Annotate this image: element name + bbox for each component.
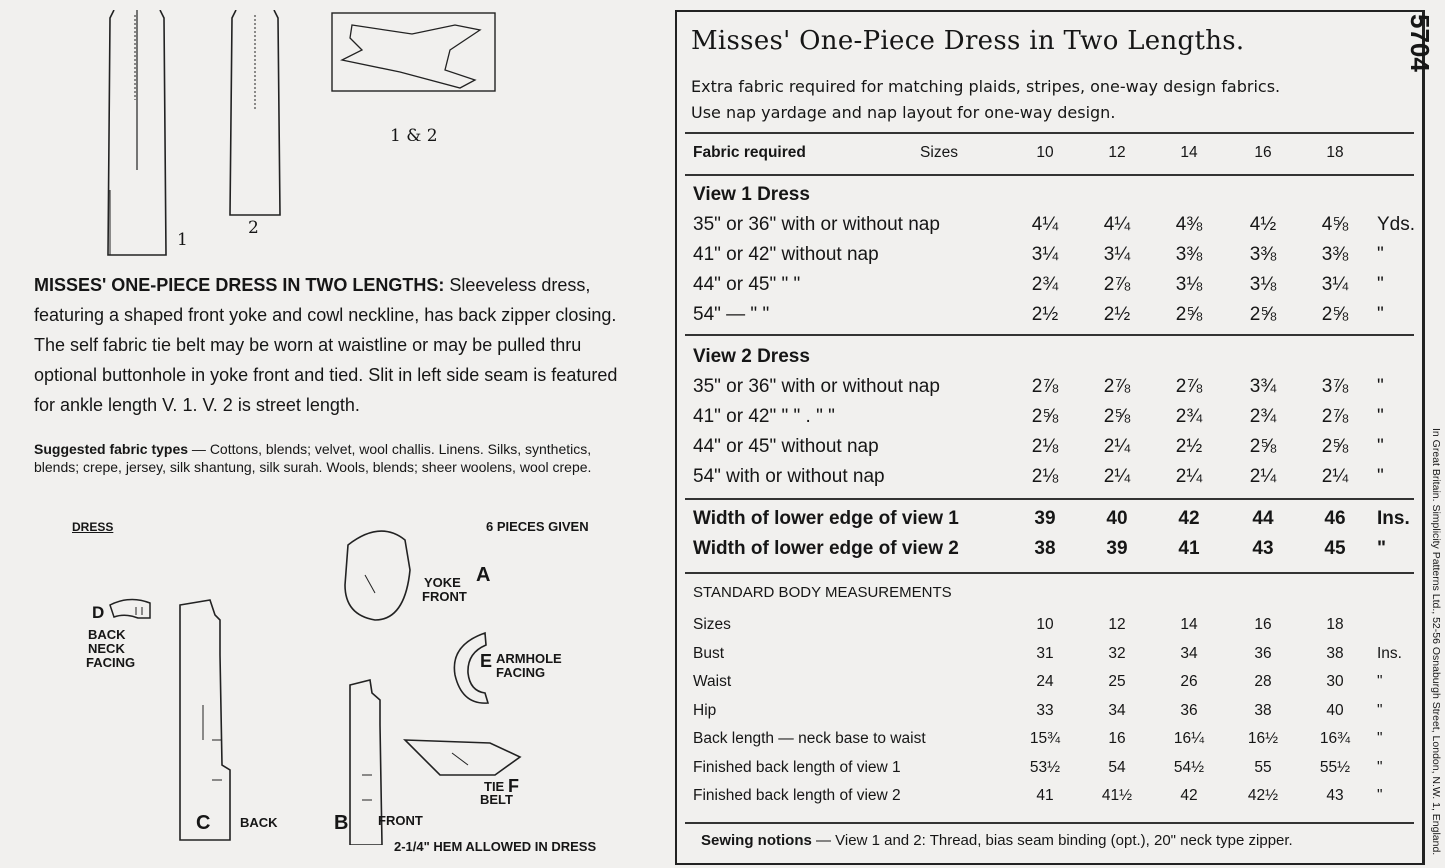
unit-label: " <box>1377 538 1387 559</box>
cell-value: 26 <box>1180 673 1198 690</box>
unit-label: " <box>1377 787 1383 804</box>
left-panel <box>0 0 670 868</box>
fabric-requirements-panel <box>675 10 1425 865</box>
cell-value: 16 <box>1254 616 1272 633</box>
hem-note: 2-1/4" HEM ALLOWED IN DRESS <box>394 839 597 854</box>
piece-b-letter: B <box>334 812 349 834</box>
cell-value: 32 <box>1108 644 1126 662</box>
pieces-given: 6 PIECES GIVEN <box>486 519 589 534</box>
row-label: Finished back length of view 1 <box>693 758 901 776</box>
divider <box>685 132 1414 134</box>
cell-value: 2⅞ <box>1103 376 1131 397</box>
sizes-header-row <box>677 144 1422 174</box>
row-label: Width of lower edge of view 1 <box>693 508 959 529</box>
panel-notes <box>691 74 1280 126</box>
piece-f-letter: F <box>508 776 519 796</box>
piece-e-label-2: FACING <box>496 665 546 680</box>
piece-e-label-1: ARMHOLE <box>496 651 562 666</box>
unit-label: " <box>1377 304 1384 325</box>
table-row <box>677 538 1422 568</box>
view2-heading: View 2 Dress <box>693 346 810 367</box>
piece-f-label-1: TIE <box>484 779 505 794</box>
body-heading-row <box>677 584 1422 614</box>
unit-label: " <box>1377 466 1384 487</box>
row-label: Bust <box>693 644 725 662</box>
cell-value: 2⅛ <box>1031 466 1059 487</box>
unit-label: " <box>1377 376 1384 397</box>
cell-value: 42 <box>1178 508 1200 529</box>
table-row <box>677 436 1422 466</box>
cell-value: 3⅜ <box>1249 244 1277 265</box>
divider <box>685 334 1414 336</box>
piece-c-label: BACK <box>240 815 278 830</box>
table-row <box>677 214 1422 244</box>
cell-value: 43 <box>1326 787 1344 804</box>
size-header: 10 <box>1036 144 1054 161</box>
cell-value: 33 <box>1036 701 1054 719</box>
cell-value: 36 <box>1180 701 1198 719</box>
unit-label: " <box>1377 730 1383 747</box>
fabric-types <box>34 440 624 476</box>
cell-value: 34 <box>1108 701 1126 719</box>
piece-d-letter: D <box>92 603 105 622</box>
description-body: Sleeveless dress, featuring a shaped front yoke and cowl neckline, has back zipper closing. The self fabric tie belt may be worn at waistline or may be pulled thru optional buttonhole in yoke front and tied. Slit in left side seam is featured for ankle length V. 1. V. 2 is street length. <box>34 275 618 415</box>
row-label: Hip <box>693 701 717 719</box>
view1-heading: View 1 Dress <box>693 184 810 205</box>
cell-value: 3⅜ <box>1175 244 1203 265</box>
description-title: MISSES' ONE-PIECE DRESS IN TWO LENGTHS: <box>34 275 445 295</box>
row-label: 41" or 42" without nap <box>693 244 879 265</box>
row-label: Back length — neck base to waist <box>693 730 926 747</box>
piece-d-label-2: NECK <box>88 641 125 656</box>
row-label: 44" or 45" " " <box>693 274 801 295</box>
cell-value: 4⅝ <box>1321 214 1349 235</box>
cell-value: 4¼ <box>1103 214 1131 235</box>
note-line-1: Extra fabric required for matching plaids, stripes, one-way design fabrics. <box>691 77 1281 96</box>
cell-value: 25 <box>1108 673 1126 690</box>
cell-value: 3⅛ <box>1249 274 1277 295</box>
table-row <box>677 466 1422 496</box>
row-label: 35" or 36" with or without nap <box>693 376 940 397</box>
cell-value: 38 <box>1034 538 1056 559</box>
table-row <box>677 616 1422 646</box>
fabric-types-title: Suggested fabric types <box>34 441 189 457</box>
row-label: 54" — " " <box>693 304 770 325</box>
body-heading: STANDARD BODY MEASUREMENTS <box>693 584 952 601</box>
dress-label: DRESS <box>72 520 114 534</box>
cell-value: 2¾ <box>1175 406 1203 427</box>
cell-value: 16¼ <box>1173 730 1205 747</box>
cell-value: 16¾ <box>1319 730 1351 747</box>
cell-value: 4⅜ <box>1175 214 1203 235</box>
table-row <box>677 304 1422 334</box>
table-row <box>677 730 1422 760</box>
unit-label: " <box>1377 701 1383 719</box>
unit-label: " <box>1377 274 1384 295</box>
divider <box>685 498 1414 500</box>
cell-value: 2⅝ <box>1321 304 1349 325</box>
cell-value: 55½ <box>1319 758 1351 776</box>
cell-value: 2⅝ <box>1249 304 1277 325</box>
table-row <box>677 702 1422 732</box>
cell-value: 3⅛ <box>1175 274 1203 295</box>
table-row <box>677 274 1422 304</box>
row-label: 41" or 42" " " . " " <box>693 406 835 427</box>
row-label: 35" or 36" with or without nap <box>693 214 940 235</box>
unit-label: Yds. <box>1377 214 1416 235</box>
divider <box>685 572 1414 574</box>
cell-value: 55 <box>1254 758 1272 776</box>
cell-value: 2⅝ <box>1103 406 1131 427</box>
note-line-2: Use nap yardage and nap layout for one-way design. <box>691 103 1116 122</box>
cell-value: 41 <box>1178 538 1200 559</box>
cell-value: 2½ <box>1031 304 1059 325</box>
cell-value: 2¾ <box>1249 406 1277 427</box>
cell-value: 2½ <box>1103 304 1131 325</box>
view-illustrations <box>100 10 500 260</box>
cell-value: 4½ <box>1249 214 1277 235</box>
cell-value: 15¾ <box>1029 730 1061 747</box>
table-row <box>677 406 1422 436</box>
cell-value: 2¼ <box>1321 466 1349 487</box>
size-header: 16 <box>1254 144 1272 161</box>
row-label: 54" with or without nap <box>693 466 885 487</box>
cell-value: 16 <box>1108 730 1126 747</box>
cell-value: 42 <box>1180 787 1198 804</box>
cell-value: 3¾ <box>1249 376 1277 397</box>
cell-value: 40 <box>1106 508 1128 529</box>
unit-label: " <box>1377 406 1384 427</box>
table-row <box>677 645 1422 675</box>
cell-value: 2¼ <box>1249 466 1277 487</box>
cell-value: 36 <box>1254 644 1272 662</box>
cell-value: 2¼ <box>1103 466 1131 487</box>
pattern-pieces <box>100 525 640 845</box>
panel-title: Misses' One-Piece Dress in Two Lengths. <box>691 26 1245 56</box>
cell-value: 54 <box>1108 758 1126 776</box>
notions-label: Sewing notions <box>701 832 812 849</box>
size-header: 14 <box>1180 144 1198 161</box>
size-header: 18 <box>1326 144 1344 161</box>
cell-value: 2⅝ <box>1175 304 1203 325</box>
sizes-label: Sizes <box>920 144 958 161</box>
cell-value: 44 <box>1252 508 1274 529</box>
sewing-notions <box>701 832 1293 849</box>
row-label: 44" or 45" without nap <box>693 436 879 457</box>
cell-value: 46 <box>1324 508 1346 529</box>
table-row <box>677 508 1422 538</box>
cell-value: 12 <box>1108 616 1126 633</box>
cell-value: 30 <box>1326 673 1344 690</box>
cell-value: 2⅞ <box>1103 274 1131 295</box>
cell-value: 31 <box>1036 644 1054 662</box>
piece-e-letter: E <box>480 651 493 671</box>
cell-value: 38 <box>1326 644 1344 662</box>
pattern-number: 5704 <box>1405 14 1435 72</box>
views-1-2-label: 1 & 2 <box>390 126 438 146</box>
unit-label: Ins. <box>1377 644 1402 662</box>
cell-value: 38 <box>1254 701 1272 719</box>
view-1-number: 1 <box>177 230 188 250</box>
cell-value: 39 <box>1106 538 1128 559</box>
view2-heading-row <box>677 346 1422 376</box>
cell-value: 53½ <box>1029 758 1061 776</box>
cell-value: 10 <box>1036 616 1054 633</box>
unit-label: " <box>1377 244 1384 265</box>
table-row <box>677 244 1422 274</box>
cell-value: 2⅛ <box>1031 436 1059 457</box>
piece-f-label-2: BELT <box>480 792 513 807</box>
table-row <box>677 376 1422 406</box>
table-row <box>677 759 1422 789</box>
cell-value: 3¼ <box>1031 244 1059 265</box>
size-header: 12 <box>1108 144 1126 161</box>
fabric-types-body: — Cottons, blends; velvet, wool challis. Linens. Silks, synthetics, blends; crepe, jersey, silk shantung, silk surah. Wools, blends; sheer woolens, wool crepe. <box>34 441 592 475</box>
view-2-number: 2 <box>248 218 259 238</box>
divider <box>685 822 1414 824</box>
row-label: Width of lower edge of view 2 <box>693 538 959 559</box>
piece-a-label-1: YOKE <box>424 575 461 590</box>
cell-value: 3⅞ <box>1321 376 1349 397</box>
piece-a-letter: A <box>476 564 491 586</box>
side-imprint: In Great Britain. Simplicity Patterns Ltd., 52-56 Osnaburgh Street, London, N.W. 1, England. <box>1430 428 1442 856</box>
row-label: Sizes <box>693 616 731 633</box>
cell-value: 2⅝ <box>1321 436 1349 457</box>
piece-d-label-1: BACK <box>88 627 126 642</box>
cell-value: 2½ <box>1175 436 1203 457</box>
cell-value: 34 <box>1180 644 1198 662</box>
cell-value: 16½ <box>1247 730 1279 747</box>
divider <box>685 174 1414 176</box>
unit-label: Ins. <box>1377 508 1410 529</box>
fabric-required-label: Fabric required <box>693 144 806 161</box>
cell-value: 43 <box>1252 538 1274 559</box>
piece-d-label-3: FACING <box>86 655 136 670</box>
row-label: Waist <box>693 673 732 690</box>
cell-value: 18 <box>1326 616 1344 633</box>
cell-value: 24 <box>1036 673 1054 690</box>
cell-value: 39 <box>1034 508 1056 529</box>
cell-value: 4¼ <box>1031 214 1059 235</box>
dress-description <box>34 270 619 420</box>
cell-value: 3¼ <box>1103 244 1131 265</box>
cell-value: 2¾ <box>1031 274 1059 295</box>
cell-value: 2¼ <box>1175 466 1203 487</box>
cell-value: 2⅝ <box>1031 406 1059 427</box>
cell-value: 2¼ <box>1103 436 1131 457</box>
unit-label: " <box>1377 758 1383 776</box>
row-label: Finished back length of view 2 <box>693 787 901 804</box>
table-row <box>677 787 1422 817</box>
cell-value: 3¼ <box>1321 274 1349 295</box>
view1-heading-row <box>677 184 1422 214</box>
cell-value: 45 <box>1324 538 1346 559</box>
cell-value: 54½ <box>1173 758 1205 776</box>
piece-a-label-2: FRONT <box>422 589 467 604</box>
cell-value: 28 <box>1254 673 1272 690</box>
table-row <box>677 673 1422 703</box>
notions-body: — View 1 and 2: Thread, bias seam binding (opt.), 20" neck type zipper. <box>811 832 1293 849</box>
cell-value: 42½ <box>1247 787 1279 804</box>
cell-value: 2⅝ <box>1249 436 1277 457</box>
cell-value: 14 <box>1180 616 1198 633</box>
cell-value: 41½ <box>1101 787 1133 804</box>
piece-c-letter: C <box>196 812 211 834</box>
piece-b-label: FRONT <box>378 813 423 828</box>
cell-value: 2⅞ <box>1321 406 1349 427</box>
cell-value: 40 <box>1326 701 1344 719</box>
cell-value: 2⅞ <box>1175 376 1203 397</box>
cell-value: 2⅞ <box>1031 376 1059 397</box>
cell-value: 41 <box>1036 787 1054 804</box>
unit-label: " <box>1377 673 1383 690</box>
unit-label: " <box>1377 436 1384 457</box>
cell-value: 3⅜ <box>1321 244 1349 265</box>
